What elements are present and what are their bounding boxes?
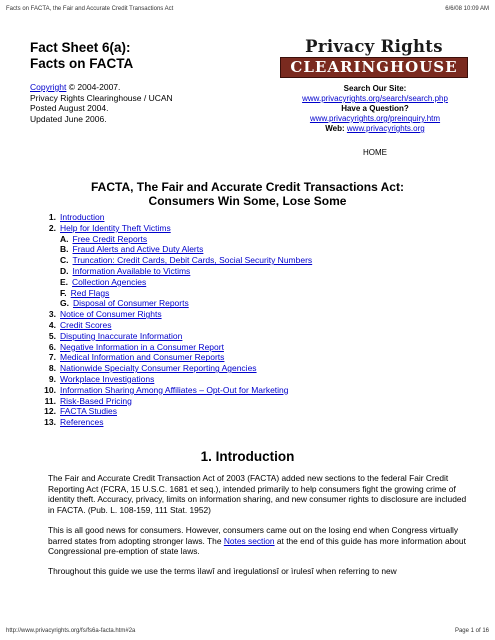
page-title: FACTA, The Fair and Accurate Credit Transactions Act: Consumers Win Some, Lose Some [91,180,404,208]
search-link[interactable]: www.privacyrights.org/search/search.php [302,94,448,103]
notes-section-link[interactable]: Notes section [223,535,275,546]
toc-link-identity-theft[interactable]: Help for Identity Theft Victims [60,222,171,233]
print-header-title: Facts on FACTA, the Fair and Accurate Credit Transactions Act [6,6,174,12]
home-link[interactable]: HOME [363,148,387,157]
org-line: Privacy Rights Clearinghouse / UCAN [30,92,173,103]
toc-link-introduction[interactable]: Introduction [60,212,105,222]
toc-link-references[interactable]: References [60,417,104,428]
intro-paragraph-2: This is all good news for consumers. However, consumers came out on the losing end when Congress virtually barred states from adopting stronger laws. The Notes section at the end of this guide has more information about Congressional pre-emption of state laws. [48,524,466,557]
copyright-link[interactable]: Copyright [30,82,67,92]
intro-paragraph-3: Throughout this guide we use the terms ìlawî and ìregulationsî or ìrulesî when referring to new [48,565,397,576]
toc-link-red-flags[interactable]: Red Flags [70,287,110,298]
intro-paragraph-1: The Fair and Accurate Credit Transaction Act of 2003 (FACTA) added new sections to the federal Fair Credit Reporting Act (FCRA, 15 U.S.C. 1681 et seq.), intended primarily to help consumers fight the growing crime of identity theft. Accuracy, privacy, limits on information sharing, and new consumer rights to disclosure are included in FACTA. (Pub. L. 108-159, 111 Stat. 1952) [48,473,467,516]
toc-link-collection-agencies[interactable]: Collection Agencies [72,276,147,287]
toc-item: 11. Risk-Based Pricing [44,395,132,406]
search-label: Search Our Site: [343,84,407,93]
toc-link-credit-scores[interactable]: Credit Scores [60,319,112,330]
toc-link-disposal[interactable]: Disposal of Consumer Reports [72,298,189,309]
print-footer-url: http://www.privacyrights.org/fs/fs6a-facta.htm#2a [6,628,136,634]
print-footer [6,628,489,634]
section-heading-introduction: 1. Introduction [200,449,295,464]
toc-link-workplace[interactable]: Workplace Investigations [60,373,155,384]
toc-item: 3. Notice of Consumer Rights [48,309,162,320]
web-link[interactable]: www.privacyrights.org [346,124,425,133]
toc-item: 12. FACTA Studies [44,406,118,417]
toc-subitem: G. Disposal of Consumer Reports [60,298,189,309]
site-links [275,84,475,158]
toc-link-specialty-agencies[interactable]: Nationwide Specialty Consumer Reporting Agencies [60,363,257,374]
toc-item: 7. Medical Information and Consumer Reports [48,352,225,363]
web-label: Web: [325,124,345,133]
fact-sheet-title: Fact Sheet 6(a): Facts on FACTA [30,40,134,71]
fact-sheet-meta: Copyright © 2004-2007. Privacy Rights Clearinghouse / UCAN Posted August 2004. Updated June 2006. [30,82,220,124]
toc-item: 10. Information Sharing Among Affiliates – Opt-Out for Marketing [44,384,289,395]
introduction-body [48,473,468,586]
toc-link-info-sharing[interactable]: Information Sharing Among Affiliates – Opt-Out for Marketing [60,384,289,395]
toc-link-truncation[interactable]: Truncation: Credit Cards, Debit Cards, Social Security Numbers [72,255,313,266]
fact-sheet-header [30,40,220,124]
toc-link-notice[interactable]: Notice of Consumer Rights [60,309,162,320]
toc-subitem: D. Information Available to Victims [60,265,191,276]
print-header [6,6,489,12]
toc-item: 1. Introduction [48,212,105,222]
toc-link-negative-info[interactable]: Negative Information in a Consumer Report [60,341,224,352]
toc-link-information-available[interactable]: Information Available to Victims [72,265,191,276]
toc-link-disputing[interactable]: Disputing Inaccurate Information [60,330,183,341]
posted-line: Posted August 2004. [30,103,109,113]
toc-link-studies[interactable]: FACTA Studies [60,406,118,417]
privacy-rights-clearinghouse-logo[interactable]: Privacy Rights CLEARINGHOUSE [274,38,474,78]
toc-link-fraud-alerts[interactable]: Fraud Alerts and Active Duty Alerts [72,244,204,255]
toc-link-medical-info[interactable]: Medical Information and Consumer Reports [60,352,225,363]
question-label: Have a Question? [341,104,409,113]
updated-line: Updated June 2006. [30,113,107,124]
toc-subitem: B. Fraud Alerts and Active Duty Alerts [60,244,204,255]
page-number: Page 1 of 16 [454,628,489,634]
toc-item: 4. Credit Scores [48,319,112,330]
toc-subitem: F. Red Flags [60,287,110,298]
toc-item: 9. Workplace Investigations [48,373,155,384]
toc-item: 13. References [44,417,104,428]
print-header-date: 6/6/08 10:09 AM [445,6,489,12]
toc-item: 8. Nationwide Specialty Consumer Reporting Agencies [48,363,257,374]
table-of-contents [40,212,470,428]
toc-item: 5. Disputing Inaccurate Information [48,330,183,341]
question-link[interactable]: www.privacyrights.org/preinquiry.htm [309,114,441,123]
toc-link-free-credit-reports[interactable]: Free Credit Reports [72,233,148,244]
toc-subitem: C. Truncation: Credit Cards, Debit Cards, Social Security Numbers [60,255,313,266]
toc-subitem: E. Collection Agencies [60,276,147,287]
toc-link-risk-pricing[interactable]: Risk-Based Pricing [60,395,132,406]
toc-item: 2. Help for Identity Theft Victims [48,222,171,233]
toc-subitem: A. Free Credit Reports [60,233,148,244]
toc-item: 6. Negative Information in a Consumer Report [48,341,224,352]
